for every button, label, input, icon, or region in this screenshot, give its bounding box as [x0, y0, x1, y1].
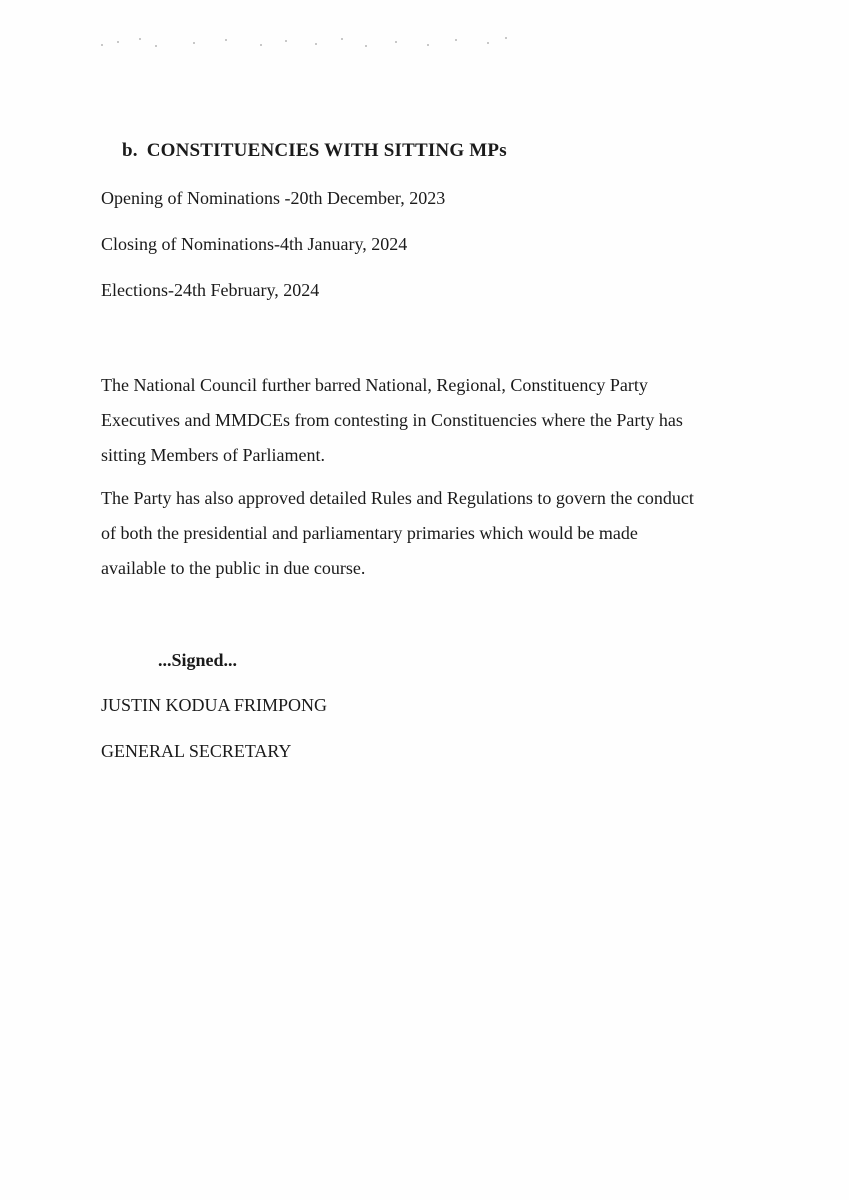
section-heading [122, 140, 507, 162]
council-paragraph [101, 368, 781, 473]
paragraph-line: The Party has also approved detailed Rules and Regulations to govern the conduct [101, 488, 694, 508]
signatory-name: JUSTIN KODUA FRIMPONG [101, 695, 328, 715]
paragraph-line: The National Council further barred National, Regional, Constituency Party [101, 375, 648, 395]
section-title: CONSTITUENCIES WITH SITTING MPs [146, 140, 507, 161]
paragraph-line: Executives and MMDCEs from contesting in Constituencies where the Party has [101, 410, 683, 430]
elections-date: Elections-24th February, 2024 [101, 280, 320, 300]
closing-nominations: Closing of Nominations-4th January, 2024 [101, 234, 408, 254]
opening-nominations: Opening of Nominations -20th December, 2023 [101, 188, 446, 208]
section-marker: b. [122, 140, 138, 161]
signatory-title: GENERAL SECRETARY [101, 741, 292, 761]
paragraph-line: of both the presidential and parliamentary primaries which would be made [101, 523, 638, 543]
paragraph-line: available to the public in due course. [101, 558, 366, 578]
signed-mark: ...Signed... [158, 650, 238, 670]
scan-artifact [95, 36, 515, 50]
paragraph-line: sitting Members of Parliament. [101, 445, 325, 465]
rules-paragraph [101, 481, 781, 586]
